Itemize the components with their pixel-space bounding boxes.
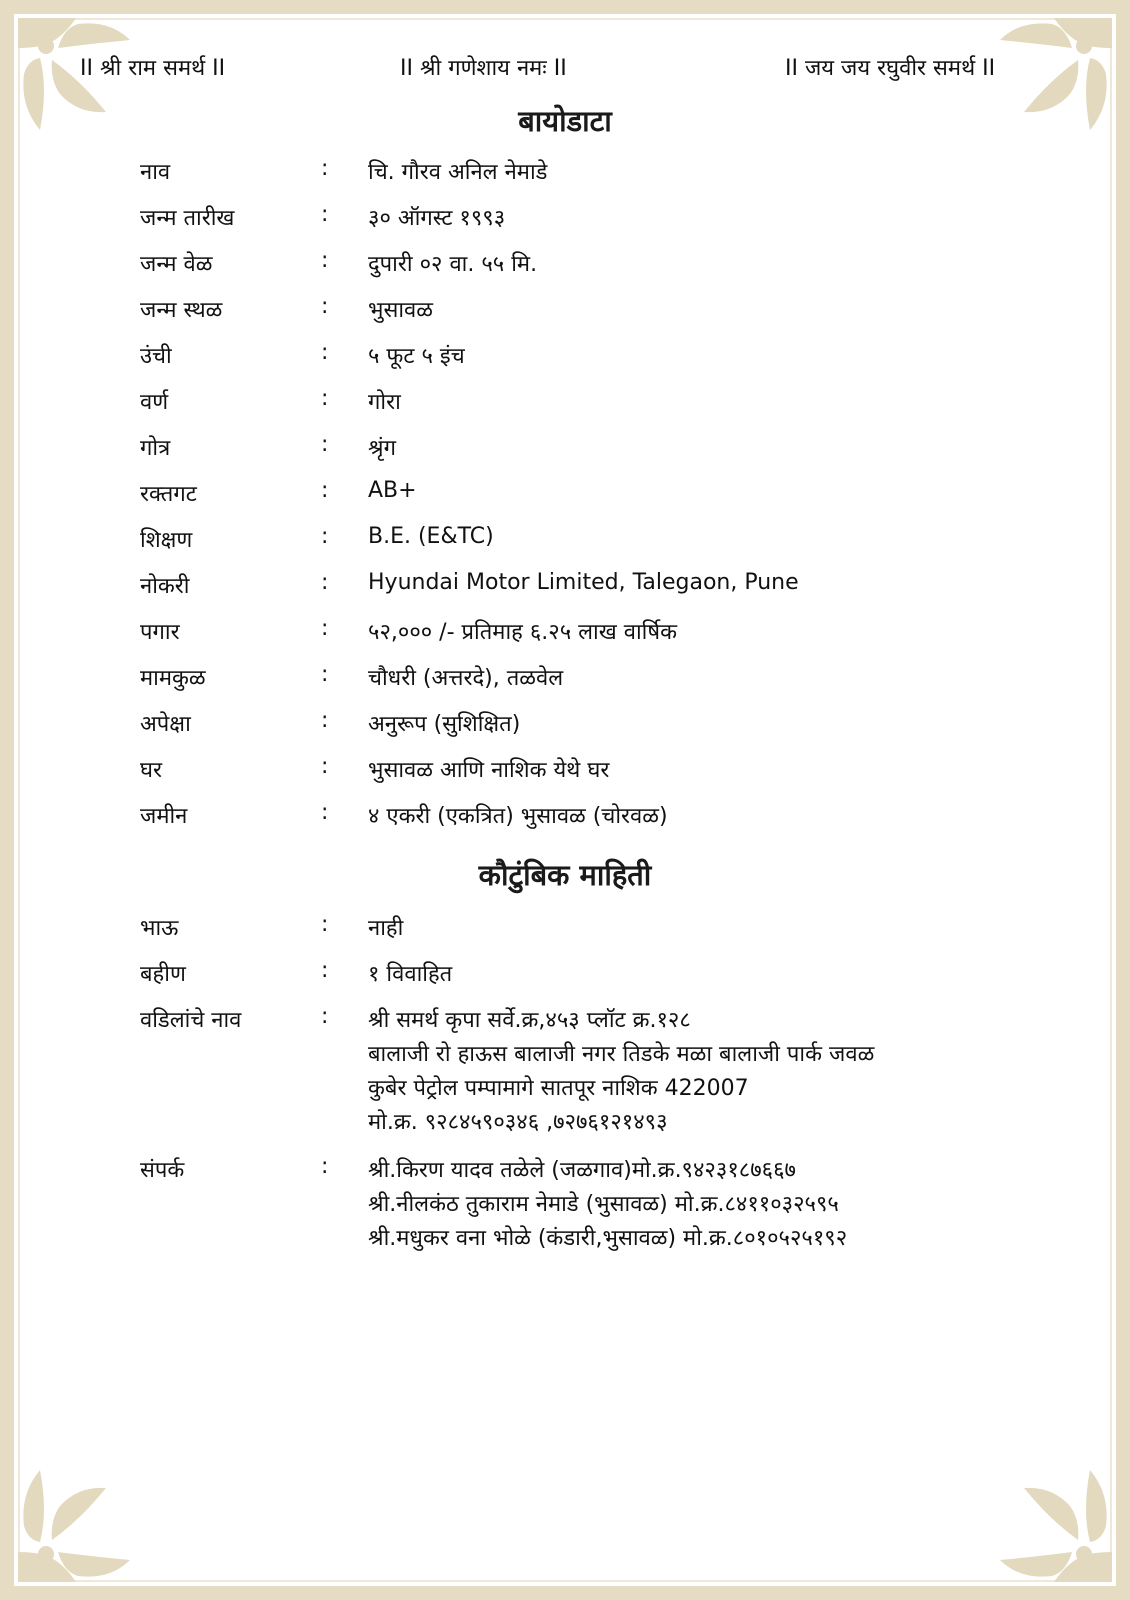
detail-label: गोत्र <box>140 436 171 461</box>
detail-value: भुसावळ आणि नाशिक येथे घर <box>368 758 610 783</box>
detail-value: ३० ऑगस्ट १९९३ <box>368 206 506 231</box>
detail-row <box>0 340 1130 380</box>
colon-separator: : <box>321 662 329 687</box>
detail-label: नोकरी <box>140 574 190 599</box>
family-value: नाही <box>368 916 404 941</box>
address-row <box>0 1004 1130 1135</box>
colon-separator: : <box>321 432 329 457</box>
detail-row <box>0 616 1130 656</box>
detail-label: वर्ण <box>140 390 169 415</box>
detail-row <box>0 708 1130 748</box>
colon-separator: : <box>321 570 329 595</box>
detail-value: दुपारी ०२ वा. ५५ मि. <box>368 252 538 277</box>
invocation-right: II जय जय रघुवीर समर्थ II <box>785 56 996 81</box>
detail-value: AB+ <box>368 478 417 503</box>
colon-separator: : <box>321 524 329 549</box>
address-value <box>368 1004 874 1140</box>
detail-value: चि. गौरव अनिल नेमाडे <box>368 160 548 185</box>
detail-label: नाव <box>140 160 171 185</box>
detail-value: श्रृंग <box>368 436 396 461</box>
detail-row <box>0 202 1130 242</box>
detail-label: उंची <box>140 344 172 369</box>
address-line: मो.क्र. ९२८४५९०३४६ ,७२७६१२१४९३ <box>368 1110 668 1135</box>
family-label: भाऊ <box>140 916 179 941</box>
detail-row <box>0 248 1130 288</box>
detail-row <box>0 294 1130 334</box>
detail-label: घर <box>140 758 163 783</box>
detail-value: गोरा <box>368 390 401 415</box>
detail-row <box>0 156 1130 196</box>
colon-separator: : <box>321 248 329 273</box>
detail-row <box>0 800 1130 840</box>
invocation-left: II श्री राम समर्थ II <box>80 56 226 81</box>
floral-corner-icon <box>982 1452 1112 1582</box>
colon-separator: : <box>321 616 329 641</box>
colon-separator: : <box>321 708 329 733</box>
contact-line: श्री.नीलकंठ तुकाराम नेमाडे (भुसावळ) मो.क्र.८४११०३२५९५ <box>368 1192 839 1217</box>
colon-separator: : <box>321 958 329 983</box>
detail-row <box>0 754 1130 794</box>
detail-value: ४ एकरी (एकत्रित) भुसावळ (चोरवळ) <box>368 804 668 829</box>
detail-row <box>0 524 1130 564</box>
detail-value: ५ फूट ५ इंच <box>368 344 465 369</box>
detail-value: भुसावळ <box>368 298 433 323</box>
colon-separator: : <box>321 156 329 181</box>
colon-separator: : <box>321 754 329 779</box>
invocation-center: II श्री गणेशाय नमः II <box>400 56 567 81</box>
contact-label: संपर्क <box>140 1158 185 1183</box>
floral-corner-icon <box>18 1452 148 1582</box>
detail-value: B.E. (E&TC) <box>368 524 494 549</box>
detail-label: अपेक्षा <box>140 712 191 737</box>
detail-label: रक्तगट <box>140 482 197 507</box>
address-line: श्री समर्थ कृपा सर्वे.क्र,४५३ प्लॉट क्र.१२८ <box>368 1008 691 1033</box>
detail-row <box>0 478 1130 518</box>
detail-label: जन्म तारीख <box>140 206 235 231</box>
detail-row <box>0 570 1130 610</box>
family-row <box>0 958 1130 998</box>
detail-label: मामकुळ <box>140 666 206 691</box>
colon-separator: : <box>321 294 329 319</box>
detail-value: अनुरूप (सुशिक्षित) <box>368 712 521 737</box>
detail-label: जन्म स्थळ <box>140 298 223 323</box>
colon-separator: : <box>321 386 329 411</box>
contact-value <box>368 1154 847 1256</box>
detail-label: जन्म वेळ <box>140 252 213 277</box>
family-section-title: कौटुंबिक माहिती <box>478 858 652 892</box>
page-title: बायोडाटा <box>518 104 612 138</box>
address-label: वडिलांचे नाव <box>140 1008 242 1033</box>
detail-label: जमीन <box>140 804 188 829</box>
family-label: बहीण <box>140 962 186 987</box>
detail-label: शिक्षण <box>140 528 193 553</box>
family-row <box>0 912 1130 952</box>
detail-value: चौधरी (अत्तरदे), तळवेल <box>368 666 564 691</box>
detail-row <box>0 662 1130 702</box>
detail-row <box>0 432 1130 472</box>
address-line: बालाजी रो हाऊस बालाजी नगर तिडके मळा बालाजी पार्क जवळ <box>368 1042 875 1067</box>
detail-row <box>0 386 1130 426</box>
address-line: कुबेर पेट्रोल पम्पामागे सातपूर नाशिक 422007 <box>368 1076 749 1101</box>
colon-separator: : <box>321 1004 329 1029</box>
colon-separator: : <box>321 912 329 937</box>
colon-separator: : <box>321 1154 329 1179</box>
invocation-header <box>0 52 1130 88</box>
contact-row <box>0 1154 1130 1251</box>
colon-separator: : <box>321 202 329 227</box>
detail-value: Hyundai Motor Limited, Talegaon, Pune <box>368 570 799 595</box>
family-value: १ विवाहित <box>368 962 453 987</box>
colon-separator: : <box>321 478 329 503</box>
detail-value: ५२,००० /- प्रतिमाह ६.२५ लाख वार्षिक <box>368 620 677 645</box>
colon-separator: : <box>321 800 329 825</box>
detail-label: पगार <box>140 620 180 645</box>
contact-line: श्री.मधुकर वना भोळे (कंडारी,भुसावळ) मो.क्र.८०१०५२५१९२ <box>368 1226 848 1251</box>
colon-separator: : <box>321 340 329 365</box>
contact-line: श्री.किरण यादव तळेले (जळगाव)मो.क्र.९४२३१८७६६७ <box>368 1158 796 1183</box>
